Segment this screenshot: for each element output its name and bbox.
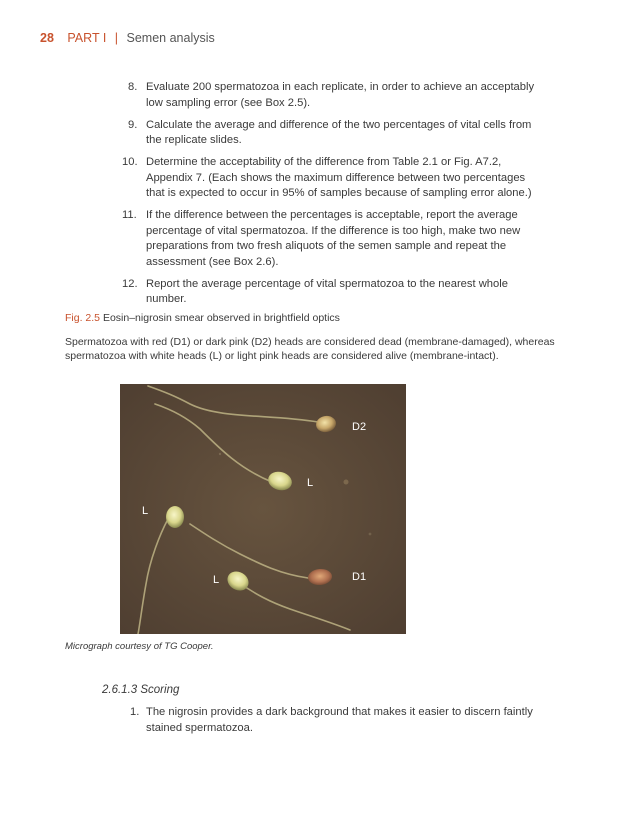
step-number: 11. (122, 209, 137, 221)
section-title: Semen analysis (126, 31, 215, 45)
label-d2: D2 (352, 421, 367, 433)
micrograph-image (120, 384, 406, 634)
running-header (40, 31, 215, 45)
step-number: 1. (130, 706, 140, 718)
step-number: 12. (122, 277, 138, 290)
figure-caption (65, 312, 340, 324)
step-12 (122, 277, 540, 308)
header-separator: | (114, 31, 119, 45)
figure-description: Spermatozoa with red (D1) or dark pink (D2) heads are considered dead (membrane-damaged), whereas spermatozoa with white heads (L) or light pink heads are considered alive (membrane-intact). (65, 336, 555, 362)
procedure-steps (122, 80, 540, 314)
step-text: Determine the acceptability of the difference from Table 2.1 or Fig. A7.2, Appendix 7. (Each shows the maximum difference between two percentages that is expected to occur in 95% of samples because of sampling error alone.) (146, 156, 532, 199)
step-number: 9. (128, 118, 138, 131)
step-text: Report the average percentage of vital spermatozoa to the nearest whole number. (146, 277, 508, 305)
figure-label: Fig. 2.5 (65, 312, 101, 324)
scoring-step-1 (130, 705, 540, 736)
step-number: 8. (128, 81, 138, 93)
step-text: The nigrosin provides a dark background that makes it easier to discern faintly stained spermatozoa. (146, 706, 533, 734)
step-number: 10. (122, 156, 138, 168)
step-11 (122, 208, 540, 270)
label-d1: D1 (352, 571, 367, 583)
label-l-center: L (307, 477, 314, 489)
step-text: If the difference between the percentages is acceptable, report the average percentage of vital spermatozoa. If the difference is too high, make two new preparations from two fresh aliquots of the semen sample and repeat the assessment (see Box 2.6). (146, 209, 521, 268)
label-l-bottom: L (213, 574, 220, 586)
page-number: 28 (40, 31, 54, 45)
part-label: PART I (67, 31, 107, 45)
label-l-left: L (142, 505, 149, 517)
step-9 (130, 118, 540, 149)
step-text: Evaluate 200 spermatozoa in each replicate, in order to achieve an acceptably low sampling error (see Box 2.5). (146, 81, 535, 109)
micrograph-credit: Micrograph courtesy of TG Cooper. (65, 641, 214, 652)
subsection-heading: 2.6.1.3 Scoring (102, 684, 180, 696)
step-10 (122, 155, 540, 202)
figure-caption-text: Eosin–nigrosin smear observed in brightfield optics (102, 312, 340, 324)
step-8 (130, 80, 540, 111)
step-text: Calculate the average and difference of the two percentages of vital cells from the replicate slides. (146, 118, 532, 146)
scoring-steps (130, 705, 540, 736)
